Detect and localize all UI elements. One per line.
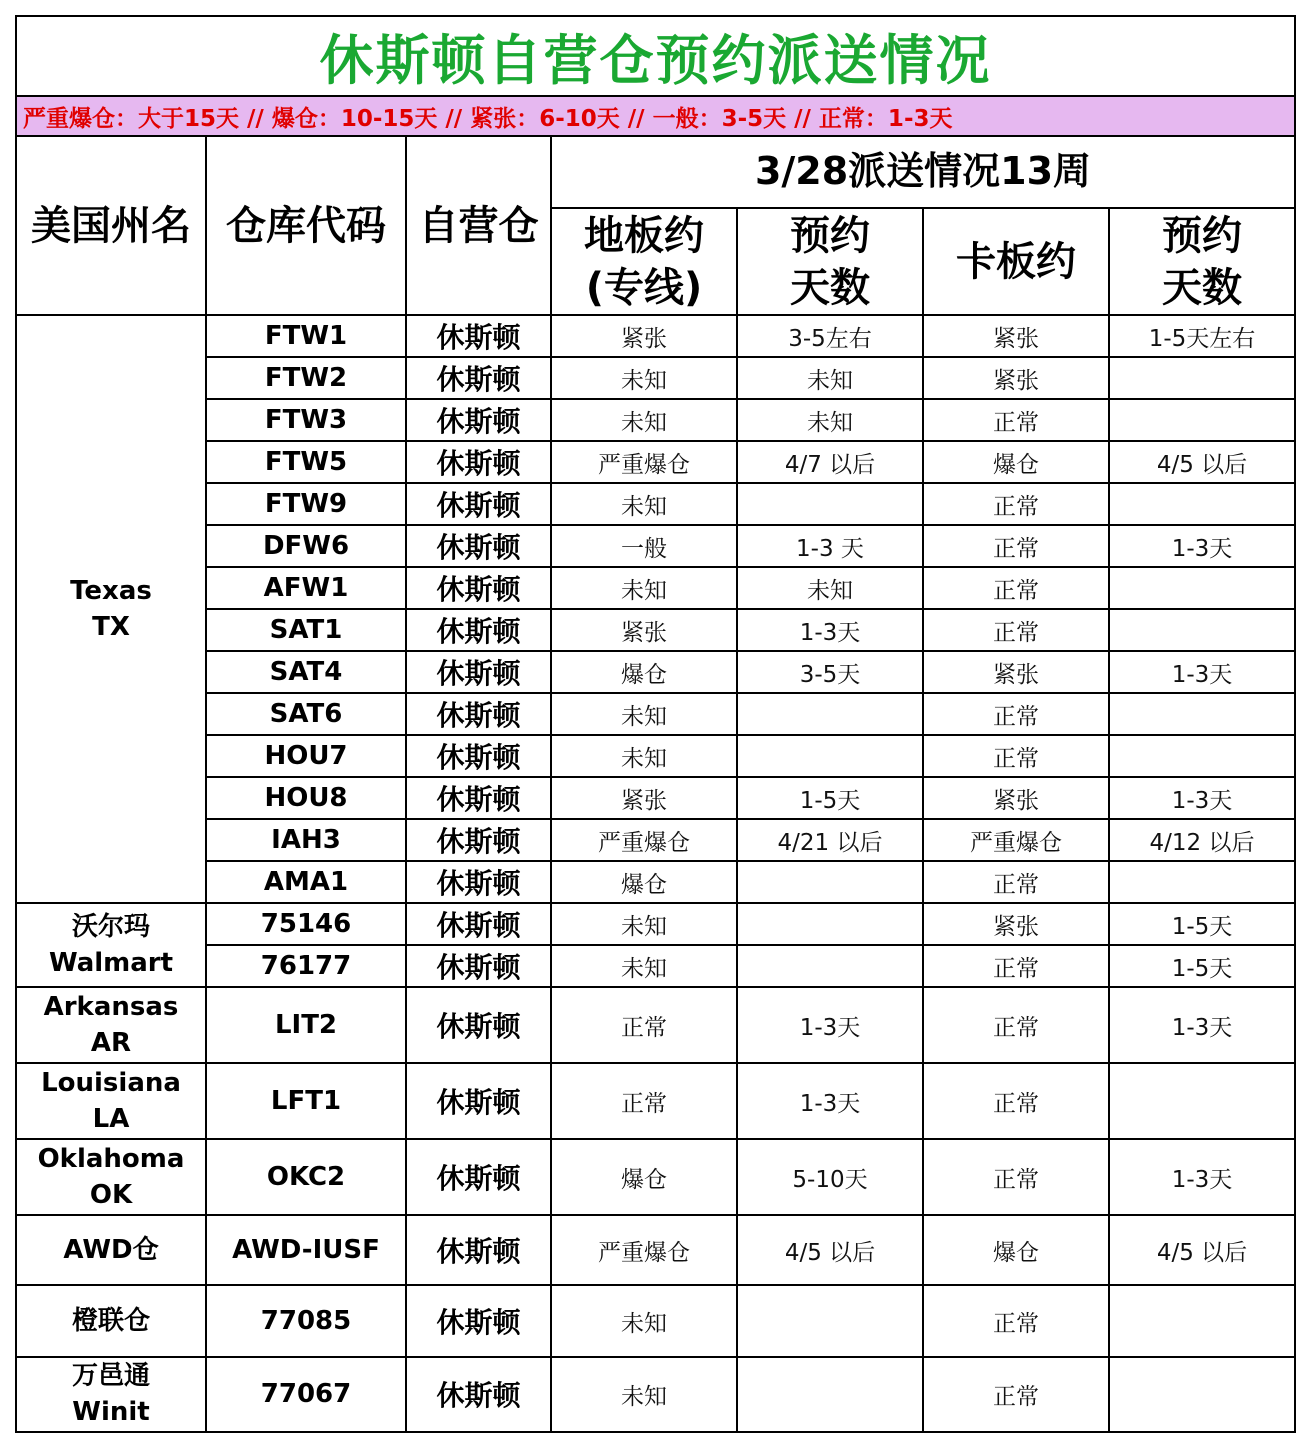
floor-status-cell: 严重爆仓 bbox=[551, 1215, 737, 1285]
floor-status-cell: 未知 bbox=[551, 903, 737, 945]
warehouse-code-cell: AMA1 bbox=[206, 861, 406, 903]
pallet-status-cell: 正常 bbox=[923, 945, 1109, 987]
state-name-line: 沃尔玛 bbox=[71, 911, 150, 942]
pallet-status-cell: 严重爆仓 bbox=[923, 819, 1109, 861]
floor-status-cell: 紧张 bbox=[551, 609, 737, 651]
floor-status-cell: 正常 bbox=[551, 1063, 737, 1139]
table-row bbox=[16, 525, 1295, 567]
warehouse-cell: 休斯顿 bbox=[406, 1139, 551, 1215]
pallet-days-cell: 4/12 以后 bbox=[1109, 819, 1295, 861]
table-row bbox=[16, 1063, 1295, 1139]
warehouse-code-cell: HOU7 bbox=[206, 735, 406, 777]
pallet-status-cell: 正常 bbox=[923, 567, 1109, 609]
state-name-line: Texas bbox=[70, 575, 152, 606]
warehouse-cell: 休斯顿 bbox=[406, 651, 551, 693]
pallet-status-cell: 正常 bbox=[923, 987, 1109, 1063]
warehouse-cell: 休斯顿 bbox=[406, 945, 551, 987]
floor-status-cell: 未知 bbox=[551, 945, 737, 987]
floor-days-cell bbox=[737, 903, 923, 945]
header-code: 仓库代码 bbox=[206, 136, 406, 315]
warehouse-code-cell: FTW1 bbox=[206, 315, 406, 357]
warehouse-cell: 休斯顿 bbox=[406, 1215, 551, 1285]
floor-status-cell: 未知 bbox=[551, 483, 737, 525]
pallet-days-cell: 4/5 以后 bbox=[1109, 441, 1295, 483]
pallet-status-cell: 正常 bbox=[923, 399, 1109, 441]
floor-status-cell: 未知 bbox=[551, 735, 737, 777]
warehouse-code-cell: OKC2 bbox=[206, 1139, 406, 1215]
state-cell bbox=[16, 1063, 206, 1139]
table-row bbox=[16, 441, 1295, 483]
state-name-line: Walmart bbox=[48, 948, 174, 978]
warehouse-cell: 休斯顿 bbox=[406, 483, 551, 525]
warehouse-code-cell: AWD-IUSF bbox=[206, 1215, 406, 1285]
warehouse-cell: 休斯顿 bbox=[406, 357, 551, 399]
delivery-table bbox=[15, 15, 1296, 1433]
floor-days-cell: 4/7 以后 bbox=[737, 441, 923, 483]
state-name-line: AWD仓 bbox=[63, 1234, 159, 1265]
warehouse-cell: 休斯顿 bbox=[406, 1285, 551, 1357]
pallet-status-cell: 紧张 bbox=[923, 315, 1109, 357]
state-name-line: 橙联仓 bbox=[71, 1305, 150, 1336]
pallet-days-cell bbox=[1109, 861, 1295, 903]
pallet-days-cell bbox=[1109, 399, 1295, 441]
floor-days-cell bbox=[737, 1285, 923, 1357]
floor-status-cell: 严重爆仓 bbox=[551, 441, 737, 483]
warehouse-code-cell: 77067 bbox=[206, 1357, 406, 1432]
table-row bbox=[16, 819, 1295, 861]
state-name-line: TX bbox=[92, 612, 130, 642]
table-row bbox=[16, 399, 1295, 441]
table-row bbox=[16, 651, 1295, 693]
pallet-status-cell: 正常 bbox=[923, 1139, 1109, 1215]
pallet-days-cell bbox=[1109, 483, 1295, 525]
floor-days-cell bbox=[737, 861, 923, 903]
warehouse-code-cell: LFT1 bbox=[206, 1063, 406, 1139]
state-name-line: Arkansas bbox=[43, 991, 179, 1022]
pallet-status-cell: 正常 bbox=[923, 735, 1109, 777]
floor-days-cell: 1-3天 bbox=[737, 1063, 923, 1139]
header-days2-line1: 预约 bbox=[1162, 212, 1243, 259]
warehouse-code-cell: SAT1 bbox=[206, 609, 406, 651]
warehouse-cell: 休斯顿 bbox=[406, 1357, 551, 1432]
warehouse-cell: 休斯顿 bbox=[406, 819, 551, 861]
floor-status-cell: 紧张 bbox=[551, 777, 737, 819]
warehouse-code-cell: SAT6 bbox=[206, 693, 406, 735]
warehouse-code-cell: 77085 bbox=[206, 1285, 406, 1357]
floor-days-cell: 5-10天 bbox=[737, 1139, 923, 1215]
warehouse-cell: 休斯顿 bbox=[406, 735, 551, 777]
header-warehouse: 自营仓 bbox=[406, 136, 551, 315]
floor-status-cell: 一般 bbox=[551, 525, 737, 567]
pallet-status-cell: 爆仓 bbox=[923, 1215, 1109, 1285]
floor-status-cell: 未知 bbox=[551, 1285, 737, 1357]
pallet-days-cell bbox=[1109, 1063, 1295, 1139]
header-days2-line2: 天数 bbox=[1162, 264, 1243, 311]
table-row bbox=[16, 315, 1295, 357]
floor-status-cell: 爆仓 bbox=[551, 651, 737, 693]
floor-days-cell bbox=[737, 693, 923, 735]
floor-status-cell: 爆仓 bbox=[551, 861, 737, 903]
header-days1-line2: 天数 bbox=[790, 264, 870, 311]
pallet-days-cell: 1-3天 bbox=[1109, 651, 1295, 693]
header-floor-line2: (专线) bbox=[585, 264, 703, 311]
pallet-days-cell bbox=[1109, 735, 1295, 777]
warehouse-cell: 休斯顿 bbox=[406, 567, 551, 609]
floor-days-cell: 3-5左右 bbox=[737, 315, 923, 357]
warehouse-cell: 休斯顿 bbox=[406, 315, 551, 357]
floor-days-cell: 4/5 以后 bbox=[737, 1215, 923, 1285]
floor-status-cell: 严重爆仓 bbox=[551, 819, 737, 861]
warehouse-code-cell: LIT2 bbox=[206, 987, 406, 1063]
table-row bbox=[16, 357, 1295, 399]
warehouse-cell: 休斯顿 bbox=[406, 609, 551, 651]
state-name-line: Oklahoma bbox=[37, 1143, 185, 1174]
floor-days-cell bbox=[737, 1357, 923, 1432]
floor-days-cell: 3-5天 bbox=[737, 651, 923, 693]
floor-days-cell bbox=[737, 483, 923, 525]
pallet-days-cell: 1-5天 bbox=[1109, 903, 1295, 945]
floor-status-cell: 未知 bbox=[551, 693, 737, 735]
warehouse-code-cell: IAH3 bbox=[206, 819, 406, 861]
state-name-line: Louisiana bbox=[41, 1067, 181, 1098]
table-row bbox=[16, 1357, 1295, 1432]
pallet-status-cell: 正常 bbox=[923, 1063, 1109, 1139]
pallet-days-cell bbox=[1109, 609, 1295, 651]
state-name-line: OK bbox=[89, 1180, 133, 1210]
warehouse-code-cell: HOU8 bbox=[206, 777, 406, 819]
status-legend: 严重爆仓：大于15天 // 爆仓：10-15天 // 紧张：6-10天 // 一般：3-5天 // 正常：1-3天 bbox=[16, 96, 1295, 136]
table-row bbox=[16, 693, 1295, 735]
state-name-line: Winit bbox=[72, 1397, 150, 1428]
header-floor bbox=[551, 208, 737, 315]
state-cell bbox=[16, 1357, 206, 1432]
floor-days-cell bbox=[737, 945, 923, 987]
table-row bbox=[16, 987, 1295, 1063]
floor-status-cell: 未知 bbox=[551, 567, 737, 609]
pallet-days-cell: 4/5 以后 bbox=[1109, 1215, 1295, 1285]
floor-status-cell: 正常 bbox=[551, 987, 737, 1063]
state-name-line: 万邑通 bbox=[71, 1361, 150, 1391]
state-name-line: LA bbox=[92, 1104, 130, 1134]
floor-days-cell: 未知 bbox=[737, 399, 923, 441]
floor-days-cell: 1-3 天 bbox=[737, 525, 923, 567]
pallet-days-cell: 1-3天 bbox=[1109, 1139, 1295, 1215]
floor-status-cell: 紧张 bbox=[551, 315, 737, 357]
table-row bbox=[16, 777, 1295, 819]
warehouse-code-cell: FTW3 bbox=[206, 399, 406, 441]
pallet-status-cell: 正常 bbox=[923, 1285, 1109, 1357]
header-state: 美国州名 bbox=[16, 136, 206, 315]
floor-days-cell: 未知 bbox=[737, 567, 923, 609]
floor-status-cell: 爆仓 bbox=[551, 1139, 737, 1215]
pallet-status-cell: 正常 bbox=[923, 861, 1109, 903]
pallet-days-cell: 1-3天 bbox=[1109, 987, 1295, 1063]
warehouse-code-cell: 76177 bbox=[206, 945, 406, 987]
state-name-line: AR bbox=[90, 1028, 132, 1058]
pallet-days-cell bbox=[1109, 357, 1295, 399]
state-cell bbox=[16, 1139, 206, 1215]
floor-status-cell: 未知 bbox=[551, 357, 737, 399]
header-days1 bbox=[737, 208, 923, 315]
state-cell bbox=[16, 903, 206, 987]
table-row bbox=[16, 1285, 1295, 1357]
table-row bbox=[16, 1139, 1295, 1215]
floor-days-cell: 未知 bbox=[737, 357, 923, 399]
table-row bbox=[16, 483, 1295, 525]
state-cell bbox=[16, 1285, 206, 1357]
warehouse-cell: 休斯顿 bbox=[406, 987, 551, 1063]
header-pallet: 卡板约 bbox=[923, 208, 1109, 315]
floor-status-cell: 未知 bbox=[551, 399, 737, 441]
state-cell bbox=[16, 1215, 206, 1285]
warehouse-code-cell: SAT4 bbox=[206, 651, 406, 693]
pallet-status-cell: 正常 bbox=[923, 693, 1109, 735]
warehouse-code-cell: AFW1 bbox=[206, 567, 406, 609]
pallet-days-cell: 1-3天 bbox=[1109, 525, 1295, 567]
header-floor-line1: 地板约 bbox=[584, 212, 704, 259]
pallet-status-cell: 紧张 bbox=[923, 651, 1109, 693]
table-row bbox=[16, 903, 1295, 945]
table-row bbox=[16, 567, 1295, 609]
table-row bbox=[16, 861, 1295, 903]
header-delivery-group: 3/28派送情况13周 bbox=[551, 136, 1295, 208]
warehouse-code-cell: FTW5 bbox=[206, 441, 406, 483]
table-row bbox=[16, 945, 1295, 987]
pallet-days-cell bbox=[1109, 1285, 1295, 1357]
warehouse-cell: 休斯顿 bbox=[406, 903, 551, 945]
warehouse-code-cell: FTW2 bbox=[206, 357, 406, 399]
header-days1-line1: 预约 bbox=[790, 212, 870, 259]
warehouse-code-cell: FTW9 bbox=[206, 483, 406, 525]
pallet-status-cell: 紧张 bbox=[923, 903, 1109, 945]
pallet-days-cell bbox=[1109, 693, 1295, 735]
pallet-status-cell: 正常 bbox=[923, 609, 1109, 651]
pallet-status-cell: 爆仓 bbox=[923, 441, 1109, 483]
pallet-days-cell bbox=[1109, 567, 1295, 609]
pallet-status-cell: 正常 bbox=[923, 1357, 1109, 1432]
header-days2 bbox=[1109, 208, 1295, 315]
pallet-status-cell: 正常 bbox=[923, 525, 1109, 567]
pallet-days-cell bbox=[1109, 1357, 1295, 1432]
table-row bbox=[16, 609, 1295, 651]
pallet-status-cell: 正常 bbox=[923, 483, 1109, 525]
warehouse-cell: 休斯顿 bbox=[406, 861, 551, 903]
warehouse-cell: 休斯顿 bbox=[406, 441, 551, 483]
warehouse-cell: 休斯顿 bbox=[406, 693, 551, 735]
pallet-days-cell: 1-3天 bbox=[1109, 777, 1295, 819]
page-title: 休斯顿自营仓预约派送情况 bbox=[16, 16, 1295, 96]
floor-days-cell: 1-3天 bbox=[737, 609, 923, 651]
pallet-days-cell: 1-5天左右 bbox=[1109, 315, 1295, 357]
warehouse-code-cell: 75146 bbox=[206, 903, 406, 945]
floor-days-cell: 1-3天 bbox=[737, 987, 923, 1063]
warehouse-cell: 休斯顿 bbox=[406, 1063, 551, 1139]
warehouse-cell: 休斯顿 bbox=[406, 777, 551, 819]
state-cell bbox=[16, 987, 206, 1063]
floor-days-cell bbox=[737, 735, 923, 777]
warehouse-cell: 休斯顿 bbox=[406, 525, 551, 567]
pallet-status-cell: 紧张 bbox=[923, 357, 1109, 399]
pallet-days-cell: 1-5天 bbox=[1109, 945, 1295, 987]
floor-status-cell: 未知 bbox=[551, 1357, 737, 1432]
table-row bbox=[16, 735, 1295, 777]
pallet-status-cell: 紧张 bbox=[923, 777, 1109, 819]
floor-days-cell: 4/21 以后 bbox=[737, 819, 923, 861]
warehouse-cell: 休斯顿 bbox=[406, 399, 551, 441]
floor-days-cell: 1-5天 bbox=[737, 777, 923, 819]
table-row bbox=[16, 1215, 1295, 1285]
warehouse-code-cell: DFW6 bbox=[206, 525, 406, 567]
state-cell bbox=[16, 315, 206, 903]
table-body bbox=[16, 315, 1295, 1432]
